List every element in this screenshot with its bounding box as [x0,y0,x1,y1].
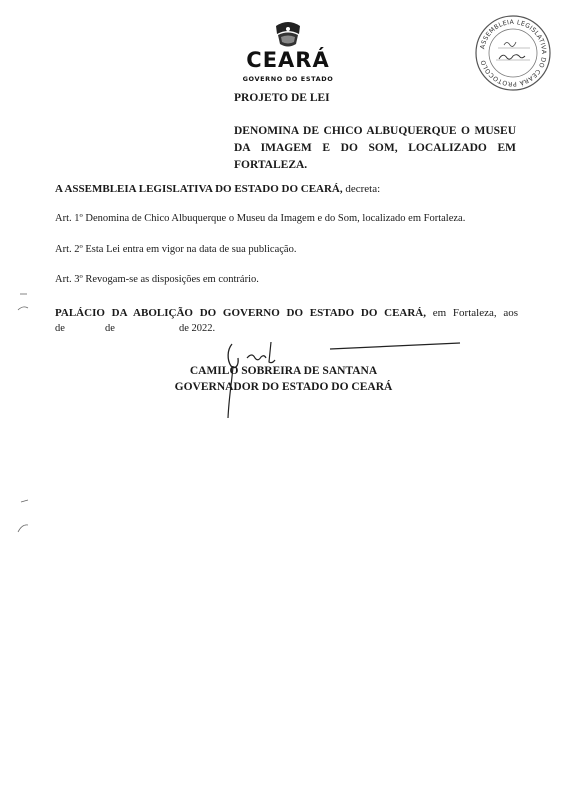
coat-of-arms-icon [272,20,304,48]
logo-subtitle: GOVERNO DO ESTADO [242,75,334,83]
article-1: Art. 1º Denomina de Chico Albuquerque o Museu da Imagem e do Som, localizado em Fortaleza. [55,213,466,224]
margin-marks [15,290,40,550]
preamble-rest: decreta: [342,183,381,195]
preamble [55,183,380,195]
article-2: Art. 2º Esta Lei entra em vigor na data de sua publicação. [55,244,297,255]
closing-date-part: de [55,323,65,334]
closing-bold: PALÁCIO DA ABOLIÇÃO DO GOVERNO DO ESTADO DO CEARÁ, [55,307,426,319]
closing-date-part: de [105,323,115,334]
logo-title: CEARÁ [246,48,330,72]
preamble-bold: A ASSEMBLEIA LEGISLATIVA DO ESTADO DO CEARÁ, [55,183,343,195]
closing-date-part: de 2022. [179,323,216,334]
svg-text:ASSEMBLEIA LEGISLATIVA DO CEAR: ASSEMBLEIA LEGISLATIVA DO CEARÁ PROTOCOLO [479,18,548,88]
document-title: PROJETO DE LEI [234,92,330,104]
closing-line-1 [55,305,518,321]
stamp-seal-icon [474,14,552,92]
ementa: DENOMINA DE CHICO ALBUQUERQUE O MUSEU DA IMAGEM E DO SOM, LOCALIZADO EM FORTALEZA. [234,125,516,171]
signatory-role: GOVERNADOR DO ESTADO DO CEARÁ [174,381,393,393]
protocol-stamp [474,14,552,92]
state-logo [228,20,348,82]
closing-paragraph [55,305,518,337]
signatory-name: CAMILO SOBREIRA DE SANTANA [189,365,378,377]
article-3: Art. 3º Revogam-se as disposições em contrário. [55,274,259,285]
closing-rest: em Fortaleza, aos [426,307,518,319]
closing-line-2 [55,321,518,337]
